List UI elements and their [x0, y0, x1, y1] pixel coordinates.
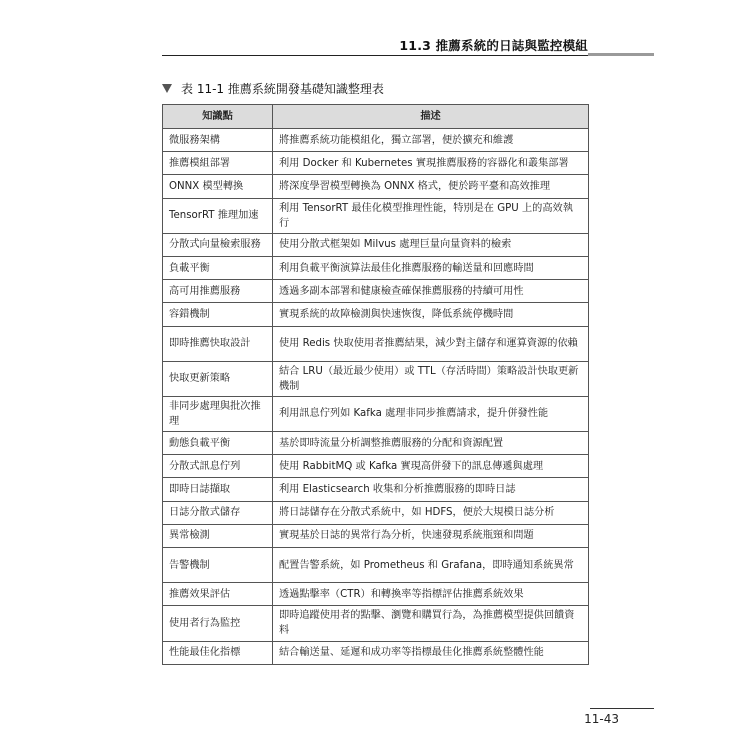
- cell-point: 性能最佳化指標: [163, 641, 273, 664]
- table-row: [163, 175, 589, 198]
- footer-rule: [590, 708, 654, 709]
- cell-desc: 使用 RabbitMQ 或 Kafka 實現高併發下的訊息傳遞與處理: [273, 455, 589, 478]
- table-row: [163, 303, 589, 326]
- cell-desc: 結合 LRU（最近最少使用）或 TTL（存活時間）策略設計快取更新機制: [273, 361, 589, 396]
- chapter-title: 11.3 推薦系統的日誌與監控模組: [399, 38, 588, 53]
- cell-point: 負載平衡: [163, 256, 273, 279]
- cell-desc: 實現基於日誌的異常行為分析，快速發現系統瓶頸和問題: [273, 524, 589, 547]
- knowledge-table: [162, 104, 589, 665]
- table-row: [163, 280, 589, 303]
- cell-desc: 使用 Redis 快取使用者推薦結果，減少對主儲存和運算資源的依賴: [273, 326, 589, 361]
- table-row: [163, 583, 589, 606]
- cell-desc: 基於即時流量分析調整推薦服務的分配和資源配置: [273, 432, 589, 455]
- header-accent-bar: [588, 53, 654, 56]
- cell-desc: 利用負載平衡演算法最佳化推薦服務的輸送量和回應時間: [273, 256, 589, 279]
- cell-point: 推薦效果評估: [163, 583, 273, 606]
- cell-point: ONNX 模型轉換: [163, 175, 273, 198]
- table-row: [163, 524, 589, 547]
- table-row: [163, 548, 589, 583]
- cell-point: 日誌分散式儲存: [163, 501, 273, 524]
- cell-desc: 配置告警系統，如 Prometheus 和 Grafana，即時通知系統異常: [273, 548, 589, 583]
- table-row: [163, 501, 589, 524]
- cell-point: 即時推薦快取設計: [163, 326, 273, 361]
- table-row: [163, 396, 589, 431]
- cell-point: 分散式訊息佇列: [163, 455, 273, 478]
- cell-desc: 透過多副本部署和健康檢查確保推薦服務的持續可用性: [273, 280, 589, 303]
- table-row: [163, 606, 589, 641]
- cell-desc: 利用 Elasticsearch 收集和分析推薦服務的即時日誌: [273, 478, 589, 501]
- cell-point: 非同步處理與批次推理: [163, 396, 273, 431]
- cell-desc: 實現系統的故障檢測與快速恢復，降低系統停機時間: [273, 303, 589, 326]
- cell-point: 高可用推薦服務: [163, 280, 273, 303]
- cell-point: 異常檢測: [163, 524, 273, 547]
- table-row: [163, 455, 589, 478]
- cell-point: 微服務架構: [163, 129, 273, 152]
- cell-desc: 將日誌儲存在分散式系統中，如 HDFS，便於大規模日誌分析: [273, 501, 589, 524]
- table-row: [163, 256, 589, 279]
- cell-desc: 使用分散式框架如 Milvus 處理巨量向量資料的檢索: [273, 233, 589, 256]
- table-caption: [162, 80, 384, 97]
- cell-point: 推薦模組部署: [163, 152, 273, 175]
- table-row: [163, 233, 589, 256]
- cell-desc: 利用訊息佇列如 Kafka 處理非同步推薦請求，提升併發性能: [273, 396, 589, 431]
- table-header-row: [163, 105, 589, 129]
- table-row: [163, 326, 589, 361]
- cell-desc: 利用 TensorRT 最佳化模型推理性能，特別是在 GPU 上的高效執行: [273, 198, 589, 233]
- cell-desc: 將深度學習模型轉換為 ONNX 格式，便於跨平臺和高效推理: [273, 175, 589, 198]
- cell-point: 快取更新策略: [163, 361, 273, 396]
- triangle-down-icon: [162, 84, 172, 93]
- cell-point: 動態負載平衡: [163, 432, 273, 455]
- header-rule: [162, 55, 588, 56]
- cell-point: 容錯機制: [163, 303, 273, 326]
- table-row: [163, 432, 589, 455]
- table-caption-text: 表 11-1 推薦系統開發基礎知識整理表: [181, 82, 384, 96]
- table-row: [163, 152, 589, 175]
- column-header-point: 知識點: [163, 105, 273, 129]
- cell-desc: 透過點擊率（CTR）和轉換率等指標評估推薦系統效果: [273, 583, 589, 606]
- cell-desc: 即時追蹤使用者的點擊、瀏覽和購買行為，為推薦模型提供回饋資料: [273, 606, 589, 641]
- cell-point: 即時日誌擷取: [163, 478, 273, 501]
- page-number: 11-43: [584, 712, 619, 726]
- cell-desc: 結合輸送量、延遲和成功率等指標最佳化推薦系統整體性能: [273, 641, 589, 664]
- cell-desc: 利用 Docker 和 Kubernetes 實現推薦服務的容器化和叢集部署: [273, 152, 589, 175]
- table-row: [163, 478, 589, 501]
- cell-desc: 將推薦系統功能模組化，獨立部署，便於擴充和維護: [273, 129, 589, 152]
- table-row: [163, 361, 589, 396]
- cell-point: 分散式向量檢索服務: [163, 233, 273, 256]
- cell-point: 告警機制: [163, 548, 273, 583]
- cell-point: TensorRT 推理加速: [163, 198, 273, 233]
- table-row: [163, 641, 589, 664]
- table-row: [163, 198, 589, 233]
- cell-point: 使用者行為監控: [163, 606, 273, 641]
- column-header-desc: 描述: [273, 105, 589, 129]
- table-row: [163, 129, 589, 152]
